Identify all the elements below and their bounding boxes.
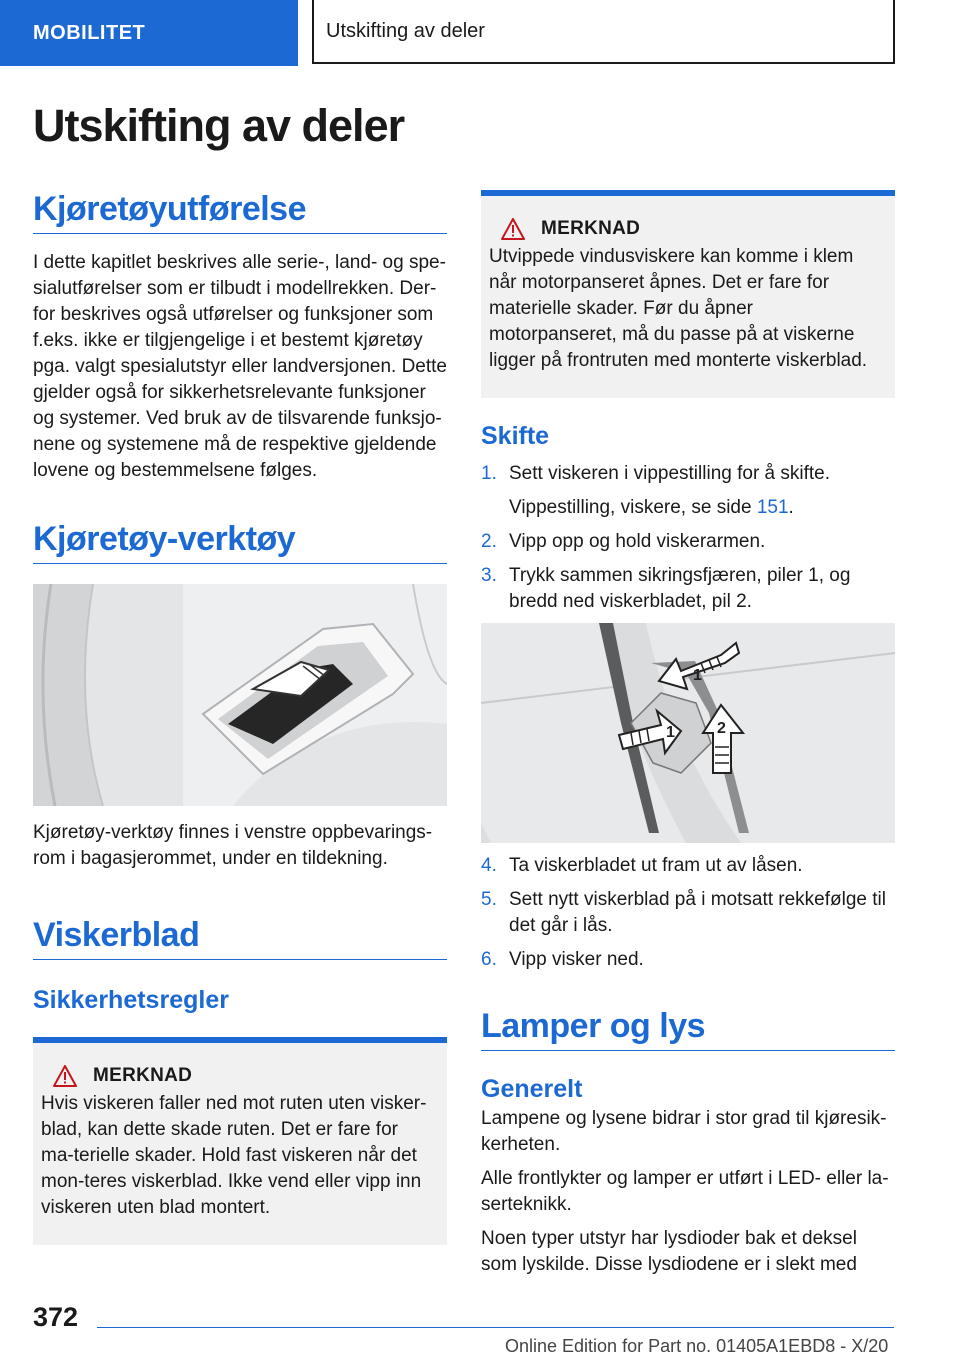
notice-title: MERKNAD: [93, 1065, 193, 1086]
chapter-title: Utskifting av deler: [312, 0, 895, 64]
footer-divider: [97, 1327, 894, 1328]
warning-icon: [501, 218, 525, 240]
step-number: 3.: [481, 565, 497, 586]
arrow-label: 1: [666, 724, 675, 741]
safety-heading: Sikkerhetsregler: [33, 986, 229, 1014]
step-number: 6.: [481, 949, 497, 970]
list-item: [481, 563, 895, 615]
section-tab: MOBILITET: [0, 0, 298, 66]
vehicle-text: I dette kapitlet beskrives alle serie-, land- og spe-sialutførelser som er tilbudt i modellrekken. Der-for beskrives også utførelser og funksjoner som f.eks. ikke er tilgjengelige i et bestemt kjøretøy pga. valgt spesialutstyr eller landversjonen. Dette gjelder også for sikkerhetsrelevante funksjoner og systemer. Ved bruk av de tilsvarende funksjo-nene og systemene må de respektive gjeldende lovene og bestemmelsene følges.: [33, 252, 448, 481]
step-text: Vipp opp og hold viskerarmen.: [509, 531, 766, 552]
step-number: 1.: [481, 463, 497, 484]
general-heading: Generelt: [481, 1075, 583, 1103]
step-number: 2.: [481, 531, 497, 552]
general-paragraph: Alle frontlykter og lamper er utført i LED- eller la-serteknikk.: [481, 1168, 889, 1215]
notice-title: MERKNAD: [541, 218, 641, 239]
list-item: [481, 887, 895, 939]
step-text: Sett viskeren i vippestilling for å skifte.: [509, 463, 831, 484]
wiper-heading: Viskerblad: [33, 916, 447, 960]
notice-box-right: [481, 190, 895, 398]
step-text: Trykk sammen sikringsfjæren, piler 1, og bredd ned viskerbladet, pil 2.: [509, 565, 851, 612]
notice-text: Hvis viskeren faller ned mot ruten uten visker-blad, kan dette skade ruten. Det er fare for ma-terielle skader. Hold fast viskeren når det mon-teres viskerblad. Ikke vend eller vipp inn viskeren uten blad montert.: [41, 1093, 427, 1218]
step-subtext: Vippestilling, viskere, se side 151.: [509, 497, 794, 518]
page-title: Utskifting av deler: [33, 100, 405, 151]
list-item: [481, 947, 895, 973]
notice-box-left: [33, 1037, 447, 1245]
arrow-label: 2: [717, 720, 726, 737]
list-item: [481, 461, 895, 487]
general-paragraph: Lampene og lysene bidrar i stor grad til kjøresik-kerheten.: [481, 1108, 887, 1155]
arrow-label: 1: [693, 667, 702, 684]
page-number: 372: [33, 1302, 79, 1332]
general-paragraph: Noen typer utstyr har lysdioder bak et deksel som lyskilde. Disse lysdiodene er i slekt med: [481, 1228, 857, 1275]
list-item: [481, 529, 895, 555]
footer-edition: Online Edition for Part no. 01405A1EBD8 - X/20: [505, 1336, 889, 1356]
step-text: Vipp visker ned.: [509, 949, 644, 970]
tool-compartment-image: [33, 584, 447, 806]
step-text: Ta viskerbladet ut fram ut av låsen.: [509, 855, 803, 876]
replace-steps-a: [481, 461, 895, 615]
step-number: 5.: [481, 889, 497, 910]
step-text: Sett nytt viskerblad på i motsatt rekkefølge til det går i lås.: [509, 889, 886, 936]
tool-heading: Kjøretøy-verktøy: [33, 520, 447, 564]
notice-text: Utvippede vindusviskere kan komme i klem når motorpanseret åpnes. Det er fare for materielle skader. Før du åpner motorpanseret, må du passe på at viskerne ligger på frontruten med monterte viskerblad.: [489, 246, 868, 371]
step-number: 4.: [481, 855, 497, 876]
lamps-heading: Lamper og lys: [481, 1007, 895, 1051]
list-item-sub: [481, 495, 895, 521]
page-link[interactable]: 151: [756, 497, 789, 518]
vehicle-heading: Kjøretøyutførelse: [33, 190, 447, 234]
tool-caption: Kjøretøy-verktøy finnes i venstre oppbevarings-rom i bagasjerommet, under en tildekning.: [33, 822, 433, 869]
warning-icon: [53, 1065, 77, 1087]
left-column: [33, 190, 447, 1245]
replace-heading: Skifte: [481, 422, 550, 450]
right-column: [481, 190, 895, 1278]
replace-steps-b: [481, 853, 895, 973]
wiper-blade-image: [481, 623, 895, 843]
list-item: [481, 853, 895, 879]
